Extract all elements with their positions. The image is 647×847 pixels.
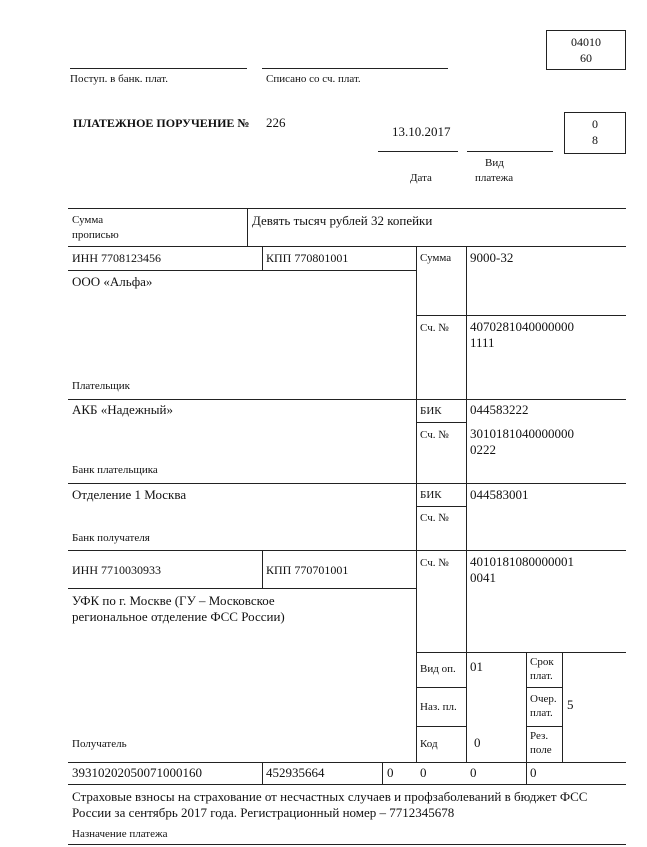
payer-inn-divider [262, 246, 263, 270]
payee-bank-bik: 044583001 [470, 487, 529, 502]
tax-field-5: 0 [470, 765, 477, 780]
amount-words-top-line [68, 208, 626, 209]
operation-line-3b [526, 726, 562, 727]
form-code-box [546, 30, 626, 70]
payee-account-label: Сч. № [420, 557, 449, 569]
payer-sum-value: 9000-32 [470, 250, 514, 265]
received-line [70, 68, 247, 69]
reserve-label-1: Рез. [530, 730, 549, 742]
payee-bank-top-line [68, 483, 626, 484]
operation-line-2b [526, 687, 562, 688]
form-code-line2: 60 [580, 50, 592, 65]
op-type-label: Вид оп. [420, 663, 456, 675]
payee-top-line [68, 550, 626, 551]
payer-sum-label: Сумма [420, 252, 452, 264]
date-label: Дата [410, 172, 432, 184]
term-label-2: плат. [530, 670, 553, 682]
main-vertical-1 [416, 246, 417, 762]
purpose-line1: Страховые взносы на страхование от несчастных случаев и профзаболеваний в бюджет ФСС [72, 789, 588, 804]
payer-top-line [68, 246, 626, 247]
payment-type-line [467, 151, 553, 152]
amount-words-value: Девять тысяч рублей 32 копейки [252, 213, 433, 228]
payer-kpp: КПП 770801001 [266, 251, 349, 265]
amount-words-divider [247, 208, 248, 246]
received-label: Поступ. в банк. плат. [70, 73, 169, 85]
status-box [564, 112, 626, 154]
payee-bank-account-label: Сч. № [420, 512, 449, 524]
status-box-line2: 8 [592, 132, 598, 147]
payee-name-line2: региональное отделение ФСС России) [72, 609, 285, 624]
tax-field-4: 0 [420, 765, 427, 780]
tax-kbk: 39310202050071000160 [72, 765, 202, 780]
payee-bank-label: Банк получателя [72, 532, 150, 544]
order-date: 13.10.2017 [392, 124, 451, 139]
date-line [378, 151, 458, 152]
sum-account-separator [416, 315, 626, 316]
operation-line-2 [416, 687, 466, 688]
payee-account-line1: 4010181080000001 [470, 554, 574, 569]
code-label: Код [420, 738, 438, 750]
operation-top-line [416, 652, 626, 653]
tax-row-top-line [68, 762, 626, 763]
term-label-1: Срок [530, 656, 554, 668]
operation-vertical-2 [562, 652, 563, 762]
payer-name: ООО «Альфа» [72, 274, 153, 289]
debited-label: Списано со сч. плат. [266, 73, 361, 85]
payer-bank-top-line [68, 399, 626, 400]
payee-inn: ИНН 7710030933 [72, 563, 161, 577]
payer-bank-label: Банк плательщика [72, 464, 158, 476]
code-value: 0 [474, 735, 481, 750]
payee-inn-underline [68, 588, 416, 589]
main-vertical-2 [466, 246, 467, 762]
payer-bank-name: АКБ «Надежный» [72, 402, 173, 417]
tax-divider-3 [526, 762, 527, 784]
inn-kpp-underline [68, 270, 416, 271]
priority-label-2: плат. [530, 707, 553, 719]
payer-bank-account-label: Сч. № [420, 429, 449, 441]
payee-inn-divider [262, 550, 263, 588]
amount-words-label-2: прописью [72, 229, 119, 241]
payer-bank-bik-label: БИК [420, 405, 442, 417]
purpose-label: Назначение платежа [72, 828, 168, 840]
operation-line-3 [416, 726, 466, 727]
payer-bank-bik-line [416, 422, 466, 423]
payee-kpp: КПП 770701001 [266, 563, 349, 577]
tax-oktmo: 452935664 [266, 765, 325, 780]
form-code-line1: 04010 [571, 35, 601, 49]
op-type-value: 01 [470, 659, 483, 674]
reserve-label-2: поле [530, 744, 552, 756]
amount-words-label-1: Сумма [72, 214, 104, 226]
priority-value: 5 [567, 697, 574, 712]
status-box-line1: 0 [592, 117, 598, 131]
purpose-line2: России за сентябрь 2017 года. Регистрационный номер – 7712345678 [72, 805, 455, 820]
purpose-bottom-line [68, 844, 626, 845]
operation-vertical-1 [526, 652, 527, 762]
payer-account-line1: 4070281040000000 [470, 319, 574, 334]
order-number: 226 [266, 115, 286, 130]
payer-bank-bik: 044583222 [470, 402, 529, 417]
tax-field-3: 0 [387, 765, 394, 780]
purpose-code-label: Наз. пл. [420, 701, 457, 713]
tax-field-6: 0 [530, 765, 537, 780]
payee-bank-bik-line [416, 506, 466, 507]
payment-type-label-2: платежа [475, 172, 514, 184]
payer-label: Плательщик [72, 380, 130, 392]
debited-line [262, 68, 448, 69]
payee-bank-bik-label: БИК [420, 489, 442, 501]
payee-bank-name: Отделение 1 Москва [72, 487, 187, 502]
order-title: ПЛАТЕЖНОЕ ПОРУЧЕНИЕ № [73, 116, 250, 130]
payee-account-line2: 0041 [470, 570, 496, 585]
payer-account-line2: 1111 [470, 335, 495, 350]
payer-account-label: Сч. № [420, 322, 449, 334]
tax-row-bottom-line [68, 784, 626, 785]
priority-label-1: Очер. [530, 693, 557, 705]
payee-name-line1: УФК по г. Москве (ГУ – Московское [72, 593, 275, 608]
payment-type-label-1: Вид [485, 157, 504, 169]
tax-divider-1 [262, 762, 263, 784]
payer-bank-account-line1: 3010181040000000 [470, 426, 574, 441]
tax-divider-2 [382, 762, 383, 784]
payee-label: Получатель [72, 738, 127, 750]
payer-inn: ИНН 7708123456 [72, 251, 161, 265]
payer-bank-account-line2: 0222 [470, 442, 496, 457]
